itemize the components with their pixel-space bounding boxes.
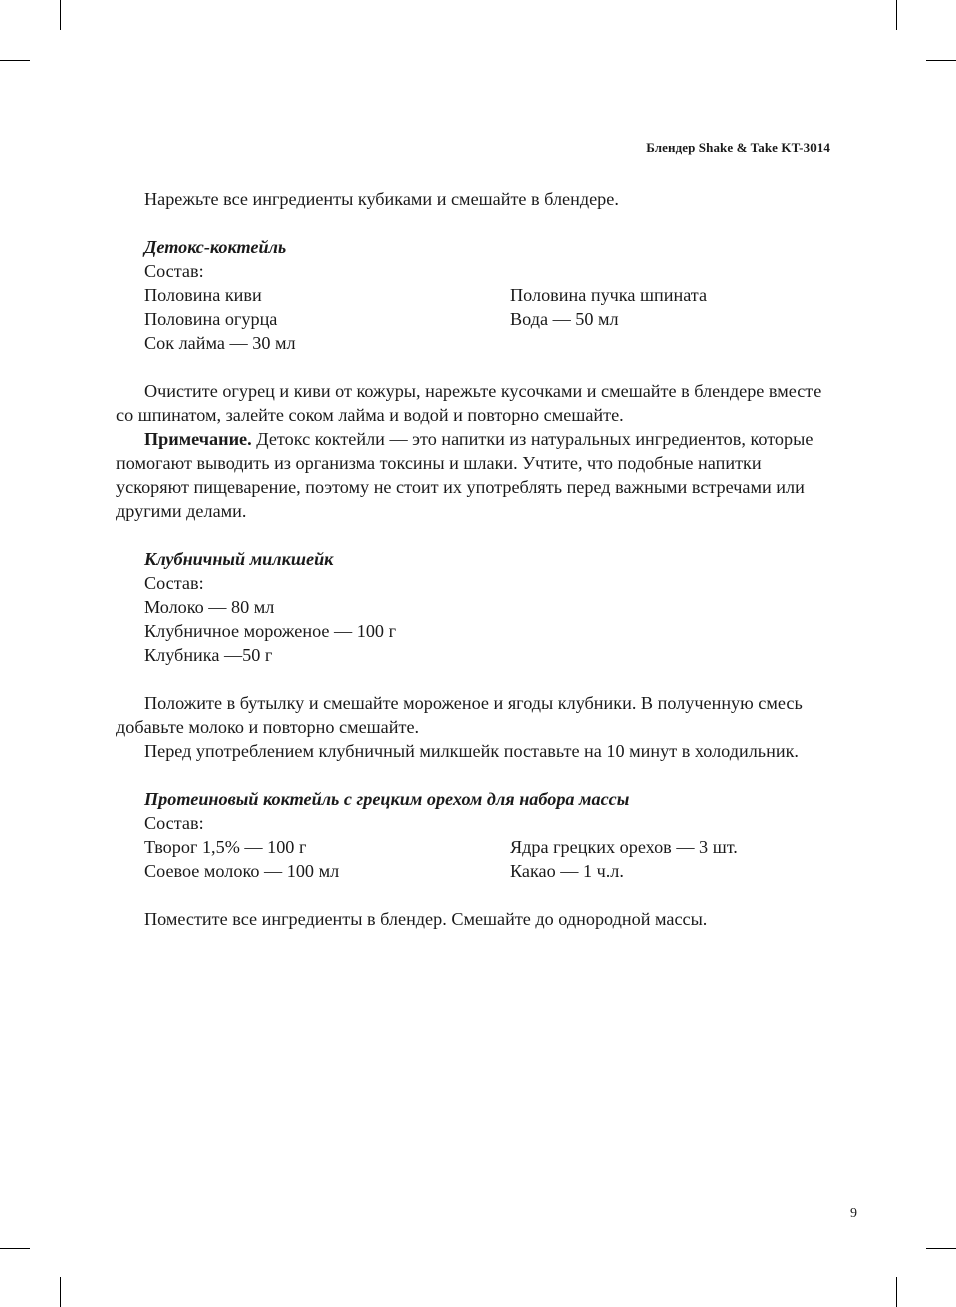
intro-paragraph: Нарежьте все ингредиенты кубиками и смешайте в блендере. <box>144 189 619 209</box>
running-header: Блендер Shake & Take KT-3014 <box>646 140 830 155</box>
ingredient-row <box>116 331 828 355</box>
crop-mark-right-bottom <box>926 1248 956 1249</box>
ingredient: Клубника —50 г <box>144 645 273 665</box>
ingredient: Ядра грецких орехов — 3 шт. <box>510 837 738 857</box>
ingredient: Соевое молоко — 100 мл <box>144 861 340 881</box>
ingredient: Творог 1,5% — 100 г <box>144 837 307 857</box>
instructions-paragraph: Поместите все ингредиенты в блендер. Смешайте до однородной массы. <box>144 909 708 929</box>
crop-mark-top-right <box>896 0 897 30</box>
recipe-title: Детокс-коктейль <box>144 237 287 257</box>
instructions-paragraph: Положите в бутылку и смешайте мороженое и ягоды клубники. В полученную смесь добавьте молоко и повторно смешайте. <box>116 693 803 737</box>
ingredient: Вода — 50 мл <box>510 309 619 329</box>
note-paragraph <box>116 427 828 523</box>
crop-mark-bottom-right <box>896 1277 897 1307</box>
composition-label: Состав: <box>144 573 204 593</box>
ingredient-row <box>116 307 828 331</box>
ingredient: Сок лайма — 30 мл <box>144 333 296 353</box>
crop-mark-right-top <box>926 60 956 61</box>
serving-paragraph: Перед употреблением клубничный милкшейк поставьте на 10 минут в холодильник. <box>144 741 799 761</box>
recipe-title: Клубничный милкшейк <box>144 549 334 569</box>
note-label: Примечание. <box>144 429 252 449</box>
composition-label: Состав: <box>144 813 204 833</box>
ingredient: Какао — 1 ч.л. <box>510 861 624 881</box>
ingredient-row <box>116 859 828 883</box>
ingredient: Клубничное мороженое — 100 г <box>144 621 397 641</box>
page-number: 9 <box>850 1206 857 1221</box>
ingredient-row <box>116 835 828 859</box>
instructions-paragraph: Очистите огурец и киви от кожуры, нарежьте кусочками и смешайте в блендере вместе со шпинатом, залейте соком лайма и водой и повторно смешайте. <box>116 381 822 425</box>
ingredient: Половина огурца <box>144 309 278 329</box>
page-content <box>116 187 828 931</box>
recipe-title: Протеиновый коктейль с грецким орехом для набора массы <box>144 789 630 809</box>
crop-mark-left-bottom <box>0 1248 30 1249</box>
ingredient: Половина пучка шпината <box>510 285 708 305</box>
ingredient-row <box>116 283 828 307</box>
note-text: Детокс коктейли — это напитки из натуральных ингредиентов, которые помогают выводить из организма токсины и шлаки. Учтите, что подобные напитки ускоряют пищеварение, поэтому не стоит их употреблять перед важными встречами или другими делами. <box>116 429 814 521</box>
crop-mark-bottom-left <box>60 1277 61 1307</box>
crop-mark-top-left <box>60 0 61 30</box>
crop-mark-left-top <box>0 60 30 61</box>
ingredient: Половина киви <box>144 285 262 305</box>
ingredient: Молоко — 80 мл <box>144 597 275 617</box>
composition-label: Состав: <box>144 261 204 281</box>
